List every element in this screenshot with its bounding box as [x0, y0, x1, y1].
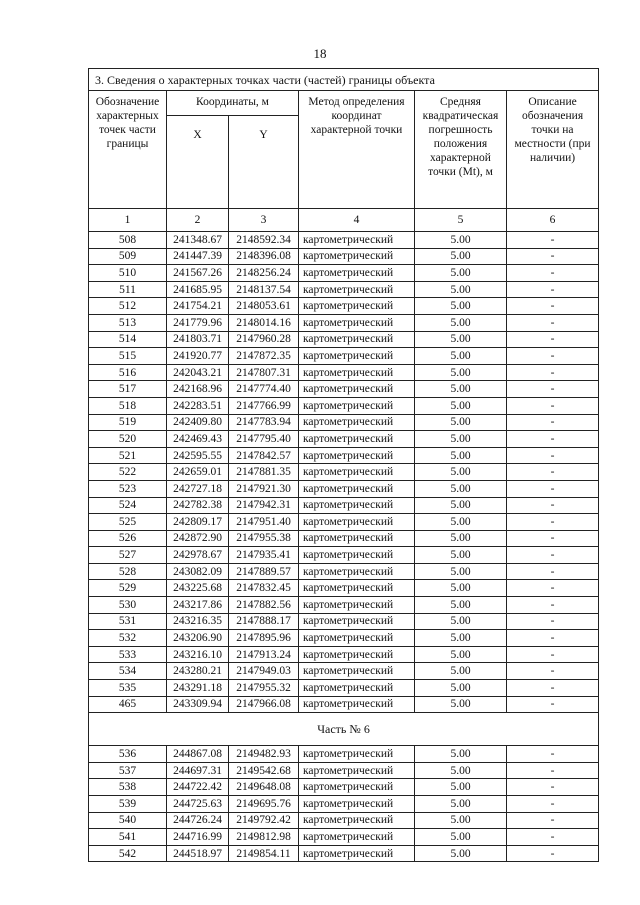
point-id-cell: 523 [89, 480, 167, 497]
error-cell: 5.00 [415, 265, 507, 282]
point-id-cell: 511 [89, 281, 167, 298]
error-cell: 5.00 [415, 431, 507, 448]
y-coord-cell: 2147955.38 [229, 530, 299, 547]
description-cell: - [507, 796, 599, 813]
table-row [89, 646, 599, 663]
description-cell: - [507, 812, 599, 829]
error-cell: 5.00 [415, 364, 507, 381]
table-row [89, 348, 599, 365]
description-cell: - [507, 530, 599, 547]
method-cell: картометрический [299, 762, 415, 779]
y-coord-cell: 2147872.35 [229, 348, 299, 365]
column-number-row [89, 209, 599, 232]
description-cell: - [507, 397, 599, 414]
header-x: X [167, 116, 229, 209]
method-cell: картометрический [299, 812, 415, 829]
method-cell: картометрический [299, 680, 415, 697]
x-coord-cell: 242595.55 [167, 447, 229, 464]
table-row [89, 530, 599, 547]
description-cell: - [507, 829, 599, 846]
x-coord-cell: 241754.21 [167, 298, 229, 315]
table-row [89, 298, 599, 315]
description-cell: - [507, 663, 599, 680]
x-coord-cell: 241803.71 [167, 331, 229, 348]
error-cell: 5.00 [415, 331, 507, 348]
y-coord-cell: 2147895.96 [229, 630, 299, 647]
x-coord-cell: 241348.67 [167, 232, 229, 249]
table-row [89, 381, 599, 398]
header-error: Средняя квадратическая погрешность положения характерной точки (Mt), м [415, 91, 507, 209]
point-id-cell: 509 [89, 248, 167, 265]
method-cell: картометрический [299, 663, 415, 680]
table-row [89, 547, 599, 564]
point-id-cell: 541 [89, 829, 167, 846]
method-cell: картометрический [299, 480, 415, 497]
x-coord-cell: 243216.35 [167, 613, 229, 630]
y-coord-cell: 2149695.76 [229, 796, 299, 813]
x-coord-cell: 244716.99 [167, 829, 229, 846]
table-row [89, 364, 599, 381]
method-cell: картометрический [299, 613, 415, 630]
error-cell: 5.00 [415, 281, 507, 298]
section-title: 3. Сведения о характерных точках части (частей) границы объекта [89, 69, 599, 91]
table-row [89, 597, 599, 614]
point-id-cell: 532 [89, 630, 167, 647]
error-cell: 5.00 [415, 480, 507, 497]
y-coord-cell: 2147881.35 [229, 464, 299, 481]
table-row [89, 663, 599, 680]
point-id-cell: 536 [89, 746, 167, 763]
table-row [89, 829, 599, 846]
part-title-row [89, 713, 599, 746]
error-cell: 5.00 [415, 381, 507, 398]
error-cell: 5.00 [415, 680, 507, 697]
point-id-cell: 515 [89, 348, 167, 365]
x-coord-cell: 242782.38 [167, 497, 229, 514]
point-id-cell: 526 [89, 530, 167, 547]
table-row [89, 248, 599, 265]
method-cell: картометрический [299, 796, 415, 813]
method-cell: картометрический [299, 298, 415, 315]
point-id-cell: 530 [89, 597, 167, 614]
point-id-cell: 508 [89, 232, 167, 249]
error-cell: 5.00 [415, 348, 507, 365]
y-coord-cell: 2147955.32 [229, 680, 299, 697]
table-row [89, 613, 599, 630]
column-number: 3 [229, 209, 299, 232]
point-id-cell: 519 [89, 414, 167, 431]
y-coord-cell: 2148137.54 [229, 281, 299, 298]
y-coord-cell: 2147942.31 [229, 497, 299, 514]
method-cell: картометрический [299, 497, 415, 514]
x-coord-cell: 241685.95 [167, 281, 229, 298]
column-number: 2 [167, 209, 229, 232]
y-coord-cell: 2149854.11 [229, 845, 299, 862]
header-method: Метод определения координат характерной точки [299, 91, 415, 209]
table-row [89, 314, 599, 331]
description-cell: - [507, 762, 599, 779]
y-coord-cell: 2147949.03 [229, 663, 299, 680]
table-row [89, 630, 599, 647]
table-row [89, 762, 599, 779]
description-cell: - [507, 580, 599, 597]
table-row [89, 397, 599, 414]
point-id-cell: 538 [89, 779, 167, 796]
method-cell: картометрический [299, 381, 415, 398]
x-coord-cell: 243291.18 [167, 680, 229, 697]
error-cell: 5.00 [415, 232, 507, 249]
error-cell: 5.00 [415, 563, 507, 580]
point-id-cell: 537 [89, 762, 167, 779]
point-id-cell: 524 [89, 497, 167, 514]
y-coord-cell: 2147783.94 [229, 414, 299, 431]
point-id-cell: 513 [89, 314, 167, 331]
y-coord-cell: 2147889.57 [229, 563, 299, 580]
description-cell: - [507, 680, 599, 697]
error-cell: 5.00 [415, 779, 507, 796]
description-cell: - [507, 497, 599, 514]
point-id-cell: 528 [89, 563, 167, 580]
table-row [89, 331, 599, 348]
x-coord-cell: 242978.67 [167, 547, 229, 564]
description-cell: - [507, 563, 599, 580]
error-cell: 5.00 [415, 663, 507, 680]
y-coord-cell: 2147832.45 [229, 580, 299, 597]
method-cell: картометрический [299, 563, 415, 580]
y-coord-cell: 2147951.40 [229, 514, 299, 531]
x-coord-cell: 242283.51 [167, 397, 229, 414]
x-coord-cell: 241920.77 [167, 348, 229, 365]
description-cell: - [507, 364, 599, 381]
column-number: 1 [89, 209, 167, 232]
error-cell: 5.00 [415, 414, 507, 431]
method-cell: картометрический [299, 514, 415, 531]
point-id-cell: 540 [89, 812, 167, 829]
y-coord-cell: 2147935.41 [229, 547, 299, 564]
description-cell: - [507, 265, 599, 282]
x-coord-cell: 241447.39 [167, 248, 229, 265]
point-id-cell: 514 [89, 331, 167, 348]
point-id-cell: 539 [89, 796, 167, 813]
method-cell: картометрический [299, 248, 415, 265]
table-row [89, 514, 599, 531]
method-cell: картометрический [299, 431, 415, 448]
error-cell: 5.00 [415, 597, 507, 614]
error-cell: 5.00 [415, 796, 507, 813]
x-coord-cell: 244518.97 [167, 845, 229, 862]
x-coord-cell: 243216.10 [167, 646, 229, 663]
error-cell: 5.00 [415, 845, 507, 862]
method-cell: картометрический [299, 265, 415, 282]
point-id-cell: 520 [89, 431, 167, 448]
description-cell: - [507, 464, 599, 481]
x-coord-cell: 243309.94 [167, 696, 229, 713]
point-id-cell: 510 [89, 265, 167, 282]
method-cell: картометрический [299, 696, 415, 713]
description-cell: - [507, 314, 599, 331]
description-cell: - [507, 298, 599, 315]
error-cell: 5.00 [415, 298, 507, 315]
x-coord-cell: 243280.21 [167, 663, 229, 680]
y-coord-cell: 2147774.40 [229, 381, 299, 398]
x-coord-cell: 244697.31 [167, 762, 229, 779]
description-cell: - [507, 547, 599, 564]
point-id-cell: 522 [89, 464, 167, 481]
method-cell: картометрический [299, 364, 415, 381]
header-y: Y [229, 116, 299, 209]
y-coord-cell: 2149792.42 [229, 812, 299, 829]
y-coord-cell: 2147766.99 [229, 397, 299, 414]
description-cell: - [507, 232, 599, 249]
method-cell: картометрический [299, 630, 415, 647]
x-coord-cell: 241567.26 [167, 265, 229, 282]
method-cell: картометрический [299, 414, 415, 431]
error-cell: 5.00 [415, 314, 507, 331]
x-coord-cell: 242469.43 [167, 431, 229, 448]
table-row [89, 480, 599, 497]
error-cell: 5.00 [415, 397, 507, 414]
rows-group-a [89, 232, 599, 713]
error-cell: 5.00 [415, 514, 507, 531]
method-cell: картометрический [299, 331, 415, 348]
error-cell: 5.00 [415, 696, 507, 713]
column-number: 6 [507, 209, 599, 232]
part-title: Часть № 6 [89, 713, 599, 746]
x-coord-cell: 242043.21 [167, 364, 229, 381]
y-coord-cell: 2147921.30 [229, 480, 299, 497]
error-cell: 5.00 [415, 464, 507, 481]
table-row [89, 779, 599, 796]
description-cell: - [507, 646, 599, 663]
point-id-cell: 533 [89, 646, 167, 663]
table-row [89, 563, 599, 580]
table-row [89, 746, 599, 763]
page-number: 18 [313, 46, 327, 61]
description-cell: - [507, 746, 599, 763]
point-id-cell: 531 [89, 613, 167, 630]
x-coord-cell: 244867.08 [167, 746, 229, 763]
error-cell: 5.00 [415, 580, 507, 597]
x-coord-cell: 243082.09 [167, 563, 229, 580]
description-cell: - [507, 630, 599, 647]
y-coord-cell: 2148014.16 [229, 314, 299, 331]
x-coord-cell: 244722.42 [167, 779, 229, 796]
y-coord-cell: 2148256.24 [229, 265, 299, 282]
description-cell: - [507, 514, 599, 531]
description-cell: - [507, 613, 599, 630]
table-row [89, 232, 599, 249]
table-row [89, 680, 599, 697]
x-coord-cell: 244725.63 [167, 796, 229, 813]
y-coord-cell: 2149482.93 [229, 746, 299, 763]
point-id-cell: 521 [89, 447, 167, 464]
column-number: 5 [415, 209, 507, 232]
x-coord-cell: 242659.01 [167, 464, 229, 481]
x-coord-cell: 242727.18 [167, 480, 229, 497]
method-cell: картометрический [299, 530, 415, 547]
description-cell: - [507, 696, 599, 713]
header-coordinates: Координаты, м [167, 91, 299, 116]
y-coord-cell: 2147888.17 [229, 613, 299, 630]
error-cell: 5.00 [415, 248, 507, 265]
description-cell: - [507, 480, 599, 497]
y-coord-cell: 2147882.56 [229, 597, 299, 614]
method-cell: картометрический [299, 779, 415, 796]
table-row [89, 812, 599, 829]
description-cell: - [507, 248, 599, 265]
point-id-cell: 518 [89, 397, 167, 414]
description-cell: - [507, 447, 599, 464]
error-cell: 5.00 [415, 447, 507, 464]
method-cell: картометрический [299, 447, 415, 464]
x-coord-cell: 243217.86 [167, 597, 229, 614]
y-coord-cell: 2147807.31 [229, 364, 299, 381]
y-coord-cell: 2149648.08 [229, 779, 299, 796]
error-cell: 5.00 [415, 762, 507, 779]
y-coord-cell: 2147795.40 [229, 431, 299, 448]
x-coord-cell: 243225.68 [167, 580, 229, 597]
table-row [89, 281, 599, 298]
method-cell: картометрический [299, 314, 415, 331]
description-cell: - [507, 281, 599, 298]
y-coord-cell: 2147842.57 [229, 447, 299, 464]
rows-group-b [89, 746, 599, 862]
table-row [89, 431, 599, 448]
boundary-points-table [88, 68, 599, 862]
x-coord-cell: 244726.24 [167, 812, 229, 829]
y-coord-cell: 2148053.61 [229, 298, 299, 315]
table-row [89, 497, 599, 514]
table-row [89, 414, 599, 431]
point-id-cell: 535 [89, 680, 167, 697]
point-id-cell: 516 [89, 364, 167, 381]
table-row [89, 464, 599, 481]
description-cell: - [507, 381, 599, 398]
method-cell: картометрический [299, 397, 415, 414]
y-coord-cell: 2147966.08 [229, 696, 299, 713]
y-coord-cell: 2148396.08 [229, 248, 299, 265]
method-cell: картометрический [299, 464, 415, 481]
table-row [89, 796, 599, 813]
error-cell: 5.00 [415, 646, 507, 663]
y-coord-cell: 2148592.34 [229, 232, 299, 249]
description-cell: - [507, 597, 599, 614]
header-description: Описание обозначения точки на местности (при наличии) [507, 91, 599, 209]
point-id-cell: 529 [89, 580, 167, 597]
y-coord-cell: 2147913.24 [229, 646, 299, 663]
y-coord-cell: 2149542.68 [229, 762, 299, 779]
table-row [89, 265, 599, 282]
point-id-cell: 534 [89, 663, 167, 680]
error-cell: 5.00 [415, 746, 507, 763]
error-cell: 5.00 [415, 613, 507, 630]
method-cell: картометрический [299, 281, 415, 298]
description-cell: - [507, 779, 599, 796]
method-cell: картометрический [299, 597, 415, 614]
table-row [89, 580, 599, 597]
error-cell: 5.00 [415, 497, 507, 514]
description-cell: - [507, 431, 599, 448]
point-id-cell: 517 [89, 381, 167, 398]
method-cell: картометрический [299, 232, 415, 249]
x-coord-cell: 243206.90 [167, 630, 229, 647]
error-cell: 5.00 [415, 630, 507, 647]
x-coord-cell: 241779.96 [167, 314, 229, 331]
y-coord-cell: 2149812.98 [229, 829, 299, 846]
column-number: 4 [299, 209, 415, 232]
error-cell: 5.00 [415, 530, 507, 547]
method-cell: картометрический [299, 746, 415, 763]
table-row [89, 696, 599, 713]
method-cell: картометрический [299, 547, 415, 564]
x-coord-cell: 242168.96 [167, 381, 229, 398]
point-id-cell: 542 [89, 845, 167, 862]
method-cell: картометрический [299, 580, 415, 597]
point-id-cell: 512 [89, 298, 167, 315]
description-cell: - [507, 348, 599, 365]
description-cell: - [507, 845, 599, 862]
point-id-cell: 465 [89, 696, 167, 713]
table-row [89, 845, 599, 862]
error-cell: 5.00 [415, 547, 507, 564]
method-cell: картометрический [299, 845, 415, 862]
point-id-cell: 525 [89, 514, 167, 531]
description-cell: - [507, 414, 599, 431]
method-cell: картометрический [299, 646, 415, 663]
x-coord-cell: 242409.80 [167, 414, 229, 431]
header-point-name: Обозначение характерных точек части границы [89, 91, 167, 209]
error-cell: 5.00 [415, 829, 507, 846]
description-cell: - [507, 331, 599, 348]
x-coord-cell: 242809.17 [167, 514, 229, 531]
point-id-cell: 527 [89, 547, 167, 564]
table-row [89, 447, 599, 464]
method-cell: картометрический [299, 829, 415, 846]
method-cell: картометрический [299, 348, 415, 365]
error-cell: 5.00 [415, 812, 507, 829]
y-coord-cell: 2147960.28 [229, 331, 299, 348]
x-coord-cell: 242872.90 [167, 530, 229, 547]
